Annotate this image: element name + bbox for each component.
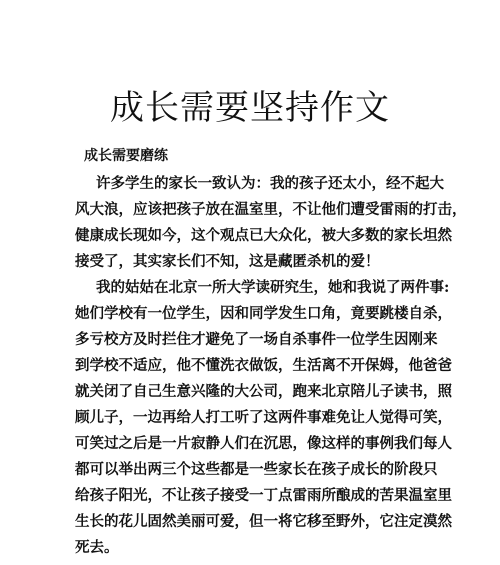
body-line: 给孩子阳光，不让孩子接受一丁点雷雨所酿成的苦果温室里 [75,487,452,504]
body-line: 她们学校有一位学生，因和同学发生口角，竟要跳楼自杀， [75,305,452,322]
body-line: 我的姑姑在北京一所大学读研究生，她和我说了两件事: [96,279,450,296]
body-line: 生长的花儿固然美丽可爱，但一将它移至野外，它注定漠然 [75,513,452,530]
document-subtitle: 成长需要磨练 [84,148,168,164]
body-line: 许多学生的家长一致认为：我的孩子还太小，经不起大 [96,175,444,192]
body-line: 死去。 [75,539,119,556]
body-line: 顾儿子，一边再给人打工听了这两件事难免让人觉得可笑， [75,409,452,426]
document-title: 成长需要坚持作文 [110,88,390,128]
body-line: 都可以举出两三个这些都是一些家长在孩子成长的阶段只 [75,461,438,478]
body-line: 风大浪，应该把孩子放在温室里，不让他们遭受雷雨的打击， [75,201,467,218]
body-line: 多亏校方及时拦住才避免了一场自杀事件一位学生因刚来 [75,331,438,348]
body-line: 到学校不适应，他不懂洗衣做饭，生活离不开保姆，他爸爸 [75,357,452,374]
body-line: 接受了，其实家长们不知，这是藏匿杀机的爱！ [75,253,380,270]
body-line: 健康成长现如今，这个观点已大众化，被大多数的家长坦然 [75,227,452,244]
body-line: 就关闭了自己生意兴隆的大公司，跑来北京陪儿子读书，照 [75,383,452,400]
body-line: 可笑过之后是一片寂静人们在沉思，像这样的事例我们每人 [75,435,452,452]
document-body [75,171,467,561]
